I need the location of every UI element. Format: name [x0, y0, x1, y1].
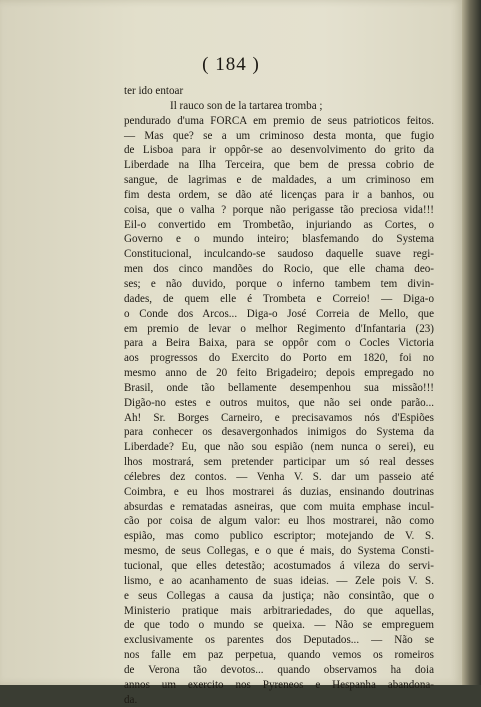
text-line: cão por coisa de algum valor: eu lhos mostrarei, não como	[124, 515, 434, 528]
text-line: Ministerio pratique mais arbitrariedades, do que aquellas,	[124, 604, 434, 617]
text-line: para conhecer os desavergonhados inimigos do Systema da	[124, 426, 434, 439]
text-line: aos progressos do Exercito do Porto em 1820, foi no	[124, 352, 434, 365]
text-line: lhos mostrará, sem pretender participar um só real desses	[124, 456, 434, 469]
text-line: mesmo anno de 20 feito Brigadeiro; depois empregado no	[124, 367, 434, 380]
text-line: Governo e o mundo inteiro; blasfemando do Systema	[124, 233, 434, 246]
text-line: o Conde dos Arcos... Diga-o José Correia de Mello, que	[124, 307, 434, 320]
text-line: sangue, de lagrimas e de maldades, a um criminoso em	[124, 174, 434, 187]
text-line: para a Beira Baixa, para se oppôr com o Cocles Victoria	[124, 337, 434, 350]
text-line: de que todo o mundo se queixa. — Não se empreguem	[124, 619, 434, 632]
text-line: Liberdade? Eu, que não sou espião (nem nunca o serei), eu	[124, 441, 434, 454]
text-line: exclusivamente os parentes dos Deputados... — Não se	[124, 634, 434, 647]
text-line: tucional, que elles detestão; acostumados á vileza do servi-	[124, 560, 434, 572]
text-line: absurdas e rematadas asneiras, que com muita emphase incul-	[124, 500, 434, 513]
text-line: da.	[124, 693, 138, 706]
text-line: célebres dez contos. — Venha V. S. dar um passeio até	[124, 470, 434, 483]
page-number: ( 184 )	[202, 54, 260, 75]
text-line: Constitucional, inculcando-se saudoso daquelle suave regi-	[124, 248, 434, 261]
text-line: dades, de quem elle é Trombeta e Correio! — Diga-o	[124, 292, 434, 305]
text-line: Digão-no estes e outros muitos, que não sei onde parão...	[124, 396, 434, 409]
text-line: fim desta ordem, se dão até licenças para ir a banhos, ou	[124, 188, 434, 201]
text-line: em premio de levar o melhor Regimento d'Infantaria (23)	[124, 322, 434, 335]
text-line: Coimbra, e eu lhos mostrarei ás duzias, ensinando doutrinas	[124, 485, 434, 498]
text-line: Ah! Sr. Borges Carneiro, e precisavamos nós d'Espiões	[124, 411, 434, 424]
text-line: — Mas que? se a um criminoso desta monta, que fugio	[124, 129, 434, 142]
text-line: men dos cinco mandões do Rocio, que elle chama deo-	[124, 263, 434, 276]
text-line: de Verona tão devotos... quando observamos ha doia	[124, 663, 434, 676]
text-line: e seus Collegas a causa da justiça; não consintão, que o	[124, 589, 434, 602]
text-line: Liberdade na Ilha Terceira, que bem de pressa cobrio de	[124, 159, 434, 172]
text-line: mesmo, de seus Collegas, e o que é mais, do Systema Consti-	[124, 545, 434, 558]
text-line: annos um exercito nos Pyreneos e Hespanha abandona-	[124, 678, 434, 691]
text-line: de Lisboa para ir oppôr-se ao desenvolvimento do grito da	[124, 144, 434, 157]
text-line: pendurado d'uma FORCA em premio de seus patrioticos feitos.	[124, 114, 434, 127]
text-line: lismo, e ao acanhamento de suas ideias. — Zele pois V. S.	[124, 574, 434, 587]
page-edge-shadow	[462, 0, 481, 685]
text-line: Brasil, onde tão bellamente desempenhou sua missão!!!	[124, 381, 434, 394]
text-line: ses; e não duvido, porque o inferno tambem tem divin-	[124, 277, 434, 290]
text-line: nos falle em paz perpetua, quando vemos os romeiros	[124, 649, 434, 662]
text-line: coisa, que o valha ? porque não perigasse tão preciosa vida!!!	[124, 203, 434, 216]
text-line: Eil-o convertido em Trombetão, injuriando as Cortes, o	[124, 218, 434, 231]
body-text	[124, 84, 434, 707]
text-line: Il rauco son de la tartarea tromba ;	[170, 99, 323, 112]
text-line: espião, mas como publico escriptor; motejando de V. S.	[124, 530, 434, 543]
text-line: ter ido entoar	[124, 85, 184, 97]
